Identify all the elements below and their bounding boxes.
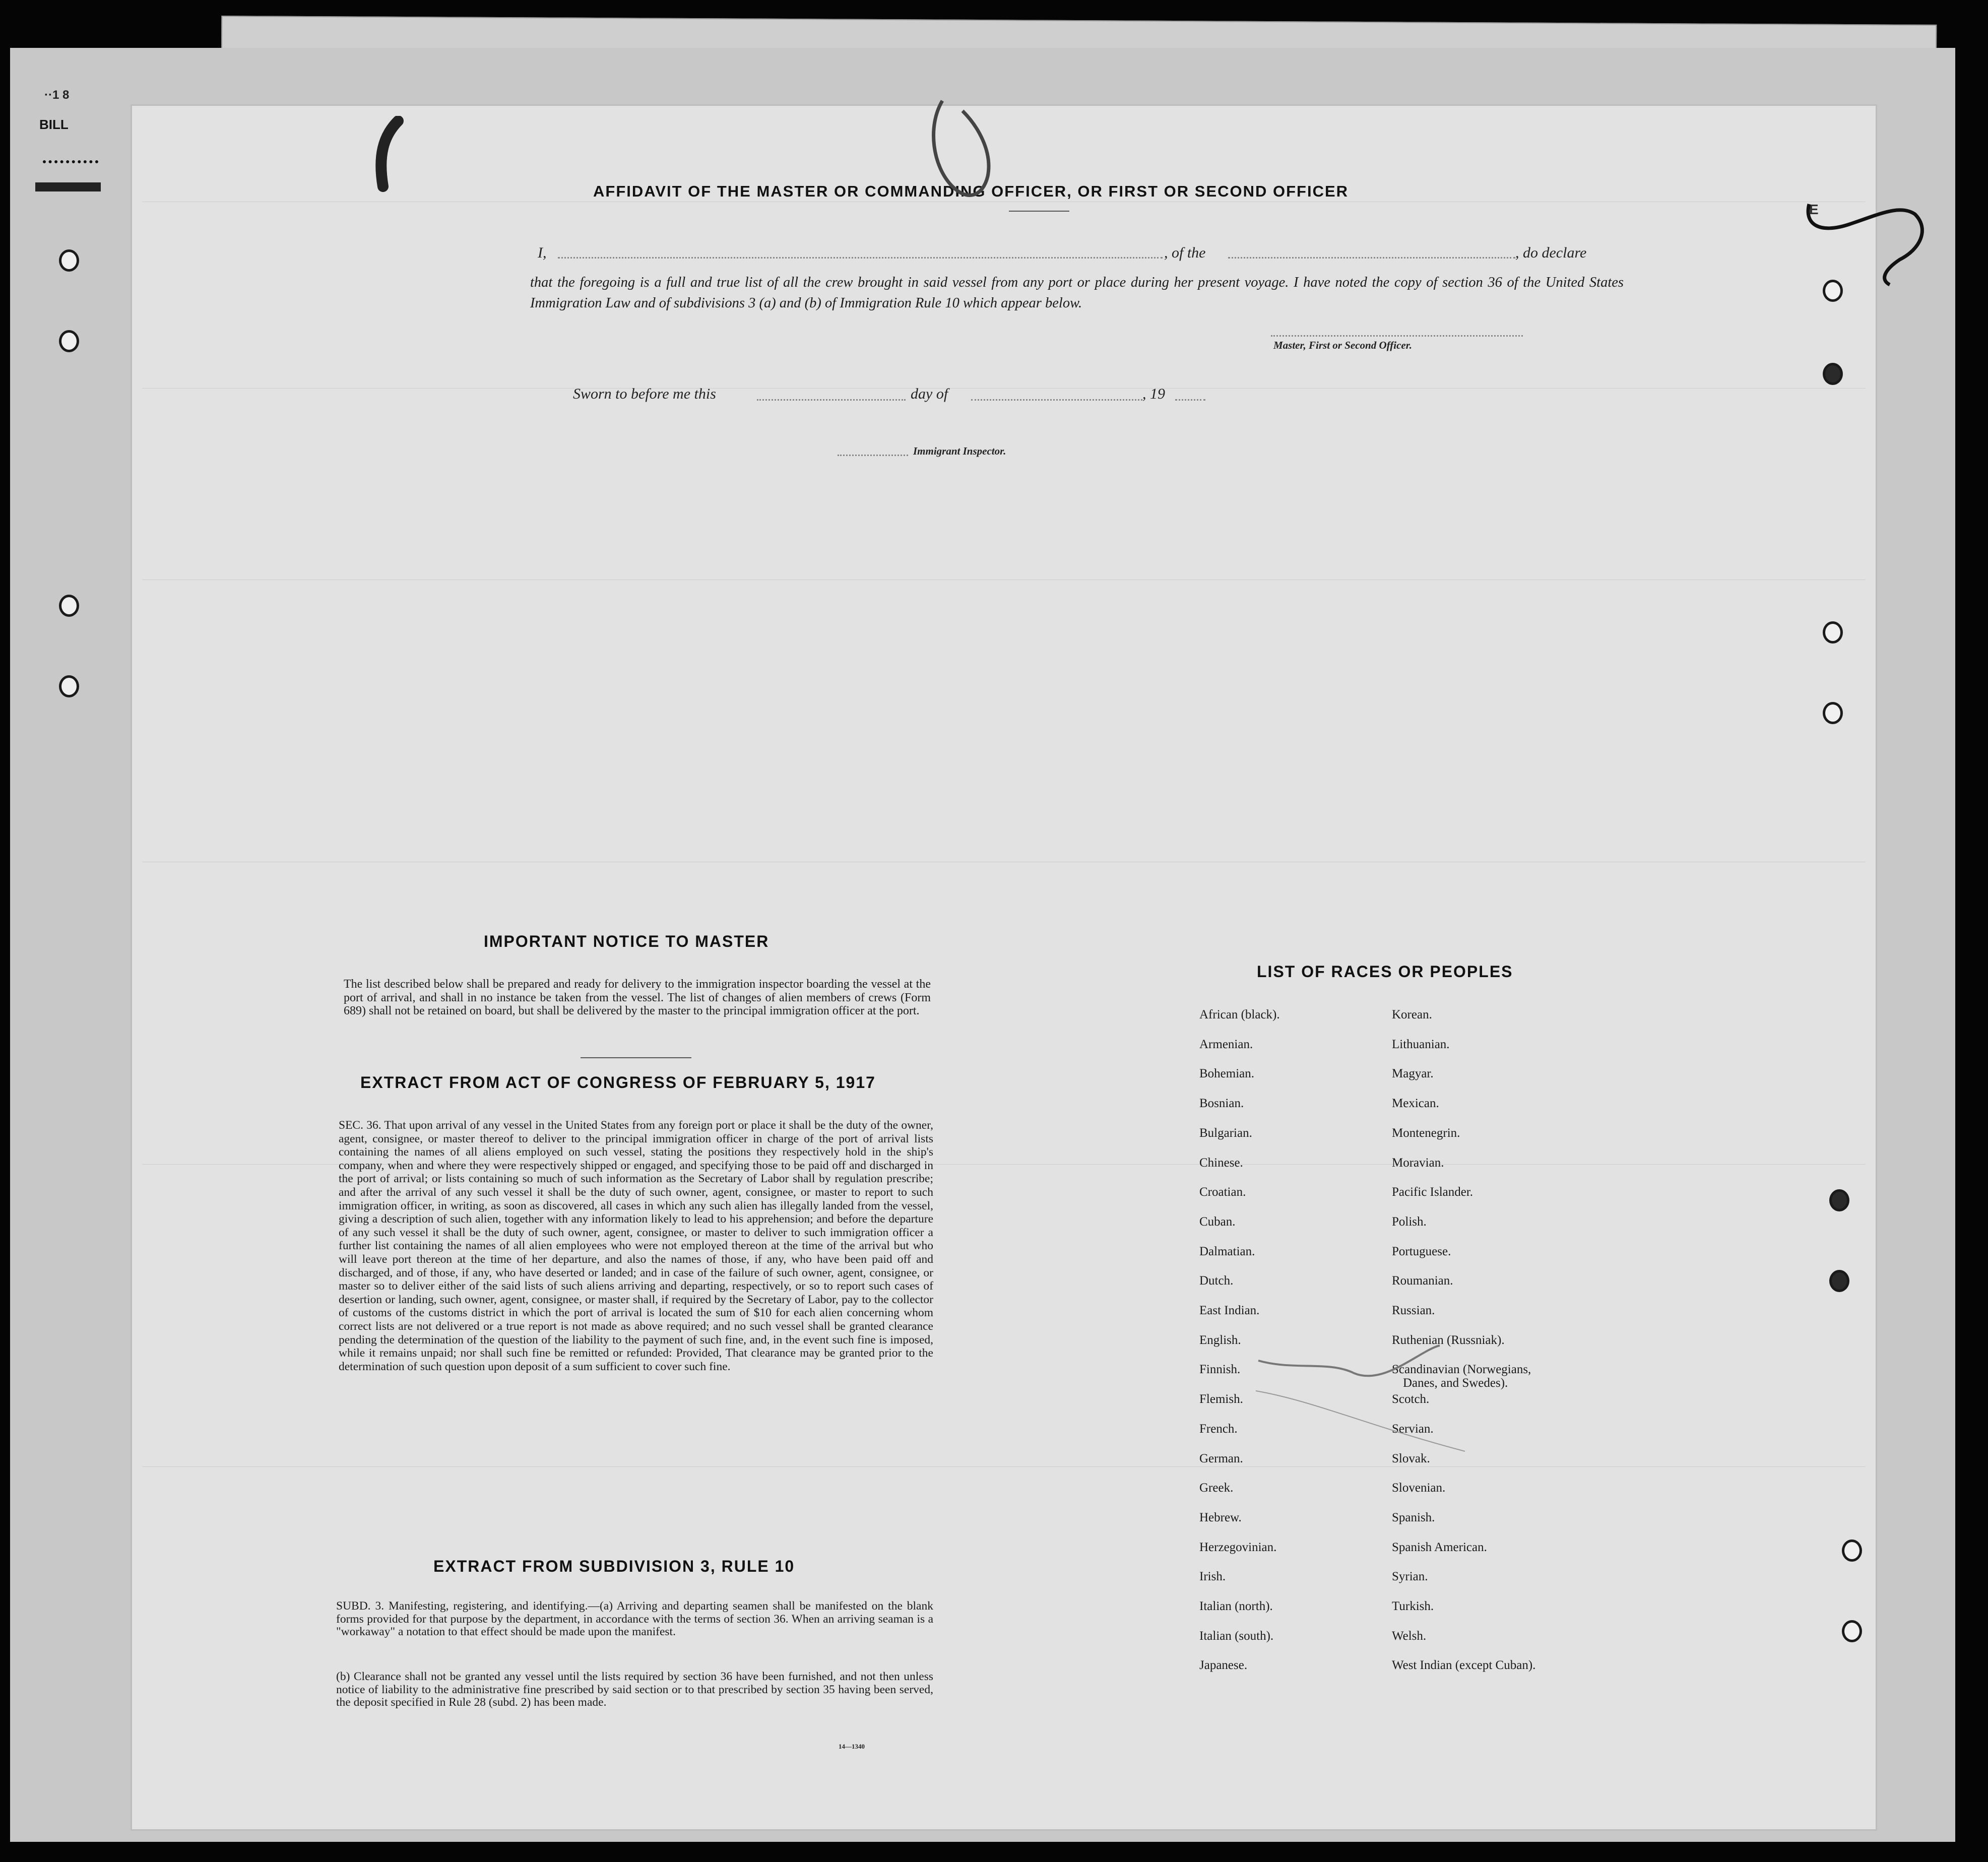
punch-hole-right-4: [1823, 702, 1843, 724]
race-item: Bulgarian.: [1199, 1126, 1252, 1140]
race-item: Spanish American.: [1392, 1540, 1487, 1554]
punch-hole-left-4: [59, 675, 79, 697]
vessel-name-field[interactable]: [1228, 257, 1515, 259]
affidavit-title-rule: [1009, 211, 1069, 212]
race-item: Bosnian.: [1199, 1097, 1244, 1111]
signature-line[interactable]: [1271, 335, 1523, 337]
race-item: Italian (south).: [1199, 1629, 1274, 1643]
race-item: Servian.: [1392, 1422, 1434, 1436]
punch-hole-left-3: [59, 595, 79, 617]
race-item: Welsh.: [1392, 1629, 1427, 1643]
race-item: Portuguese.: [1392, 1244, 1451, 1258]
race-item: Dutch.: [1199, 1274, 1234, 1288]
race-item: Japanese.: [1199, 1658, 1248, 1673]
race-item: Irish.: [1199, 1570, 1226, 1584]
declarant-name-field[interactable]: [558, 257, 1163, 259]
form-number: 14—1340: [839, 1743, 865, 1750]
rule-extract-title: EXTRACT FROM SUBDIVISION 3, RULE 10: [433, 1557, 795, 1575]
race-scandinavian-continuation: Danes, and Swedes).: [1403, 1376, 1508, 1390]
race-item: Scandinavian (Norwegians,: [1392, 1363, 1531, 1377]
corner-pen-mark: [1799, 194, 1940, 290]
race-item: Slovak.: [1392, 1451, 1430, 1465]
race-item: Russian.: [1392, 1304, 1435, 1317]
punch-hole-right-1: [1823, 280, 1843, 302]
race-item: Finnish.: [1199, 1363, 1241, 1377]
race-item: English.: [1199, 1333, 1241, 1347]
top-ink-blot: [368, 116, 413, 197]
race-item: Greek.: [1199, 1481, 1234, 1495]
race-item: Slovenian.: [1392, 1481, 1446, 1495]
margin-mark-bill: BILL: [39, 117, 69, 132]
margin-mark-top: ··1 8: [44, 88, 70, 102]
declaration-of-the: , of the: [1164, 244, 1206, 261]
race-item: Bohemian.: [1199, 1067, 1255, 1081]
races-title: LIST OF RACES OR PEOPLES: [1257, 962, 1513, 981]
race-item: Pacific Islander.: [1392, 1185, 1473, 1199]
sworn-day-of: day of: [911, 386, 948, 402]
punch-hole-right-5: [1829, 1189, 1849, 1211]
margin-bar: [35, 182, 101, 191]
race-item: Cuban.: [1199, 1214, 1236, 1229]
affidavit-title: AFFIDAVIT OF THE MASTER OR COMMANDING OFFICER, OR FIRST OR SECOND OFFICER: [593, 182, 1349, 200]
race-item: Magyar.: [1392, 1067, 1434, 1081]
act-extract-body: SEC. 36. That upon arrival of any vessel in the United States from any foreign port or place it shall be the duty of the owner, agent, consignee, or master thereof to deliver to the principal immigration officer in charge of the port of arrival lists containing the names of all aliens employed on such vessel, stating the positions they respectively hold in the ship's company, when and where they were respectively shipped or engaged, and specifying those to be paid off and discharged in the port of arrival; or lists containing so much of such information as the Secretary of Labor shall by regulation prescribe; and after the arrival of any such vessel it shall be the duty of such owner, agent, consignee, or master to report to such immigration officer, in writing, as soon as discovered, all cases in which any such alien has illegally landed from the vessel, giving a description of such alien, together with any information likely to lead to his apprehension; and before the departure of any such vessel it shall be the duty of such owner, agent, consignee, or master to deliver to such immigration officer a further list containing the names of all alien employees who were not employed thereon at the time of the arrival but who will leave port thereon at the time of her departure, and also the names of those, if any, who have been paid off and discharged, and of those, if any, who have deserted or landed; and in case of the failure of such owner, agent, consignee, or master so to deliver either of the said lists of such aliens arriving and departing, respectively, or so to report such cases of desertion or landing, such owner, agent, consignee, or master shall, if required by the Secretary of Labor, pay to the collector of customs of the customs district in which the port of arrival is located the sum of $10 for each alien concerning whom correct lists are not delivered or a true report is not made as above required; and no such vessel shall be granted clearance pending the determination of the question of the liability to the payment of such fine, and, in the event such fine is imposed, while it remains unpaid; nor shall such fine be remitted or refunded: Provided, That clearance may be granted prior to the determination of such question upon deposit of a sum sufficient to cover such fine.: [339, 1119, 933, 1373]
sworn-month-field[interactable]: [971, 399, 1142, 401]
race-item: Italian (north).: [1199, 1599, 1273, 1613]
punch-hole-right-8: [1842, 1620, 1862, 1642]
race-item: Chinese.: [1199, 1155, 1243, 1170]
signature-label: Master, First or Second Officer.: [1273, 339, 1412, 351]
pencil-scribble: [1253, 1330, 1480, 1456]
race-item: Armenian.: [1199, 1037, 1253, 1051]
race-item: African (black).: [1199, 1008, 1280, 1021]
sworn-year: , 19: [1142, 386, 1165, 402]
race-item: West Indian (except Cuban).: [1392, 1658, 1536, 1673]
race-item: East Indian.: [1199, 1304, 1260, 1317]
rule-extract-para-b: (b) Clearance shall not be granted any vessel until the lists required by section 36 have been furnished, and not then unless notice of liability to the administrative fine prescribed by said section or to that prescribed by section 35 having been served, the deposit specified in Rule 28 (subd. 2) has been made.: [336, 1670, 933, 1709]
notice-rule: [581, 1057, 691, 1058]
inspector-signature-line[interactable]: [838, 455, 908, 456]
race-item: Korean.: [1392, 1008, 1432, 1021]
race-item: Mexican.: [1392, 1097, 1439, 1111]
race-item: Scotch.: [1392, 1392, 1430, 1406]
affidavit-sheet: [132, 106, 1876, 1829]
race-item: Herzegovinian.: [1199, 1540, 1277, 1554]
punch-hole-left-2: [59, 330, 79, 352]
sworn-year-field[interactable]: [1175, 399, 1205, 401]
punch-hole-right-6: [1829, 1270, 1849, 1292]
rule-extract-para-a: SUBD. 3. Manifesting, registering, and identifying.—(a) Arriving and departing seamen shall be manifested on the blank forms provided for that purpose by the department, in accordance with the terms of section 36. When an arriving seaman is a "workaway" a notation to that effect should be made upon the manifest.: [336, 1599, 933, 1638]
race-item: Flemish.: [1199, 1392, 1243, 1406]
race-item: Turkish.: [1392, 1599, 1434, 1613]
race-item: Lithuanian.: [1392, 1037, 1450, 1051]
race-item: Syrian.: [1392, 1570, 1428, 1584]
declaration-i: I,: [538, 244, 547, 261]
notice-title: IMPORTANT NOTICE TO MASTER: [484, 932, 769, 950]
notice-body: The list described below shall be prepared and ready for delivery to the immigration inspector boarding the vessel at the port of arrival, and shall in no instance be taken from the vessel. The list of changes of alien members of crews (Form 689) shall not be retained on board, but shall be delivered by the master to the principal immigration officer at the port.: [344, 978, 931, 1017]
race-item: Polish.: [1392, 1214, 1427, 1229]
race-item: Moravian.: [1392, 1155, 1444, 1170]
race-item: Montenegrin.: [1392, 1126, 1460, 1140]
inspector-label: Immigrant Inspector.: [913, 445, 1006, 457]
punch-hole-right-2: [1823, 363, 1843, 385]
top-pen-loop: [927, 96, 998, 207]
race-item: Ruthenian (Russniak).: [1392, 1333, 1505, 1347]
corner-mark: E: [1809, 202, 1819, 217]
race-item: Dalmatian.: [1199, 1244, 1255, 1258]
race-item: Croatian.: [1199, 1185, 1246, 1199]
punch-hole-right-7: [1842, 1539, 1862, 1562]
punch-hole-right-3: [1823, 621, 1843, 644]
race-item: French.: [1199, 1422, 1238, 1436]
affidavit-body: that the foregoing is a full and true list of all the crew brought in said vessel from any port or place during her present voyage. I have noted the copy of section 36 of the United States Immigration Law and of subdivisions 3 (a) and (b) of Immigration Rule 10 which appear below.: [530, 275, 1624, 311]
sworn-prefix: Sworn to before me this: [573, 386, 716, 402]
act-extract-title: EXTRACT FROM ACT OF CONGRESS OF FEBRUARY 5, 1917: [360, 1073, 876, 1091]
race-item: Hebrew.: [1199, 1510, 1242, 1524]
margin-perforation: [43, 160, 98, 163]
race-item: German.: [1199, 1451, 1243, 1465]
race-item: Roumanian.: [1392, 1274, 1453, 1288]
declaration-do-declare: , do declare: [1515, 244, 1587, 261]
sworn-date-field[interactable]: [757, 399, 906, 401]
punch-hole-left-1: [59, 249, 79, 272]
race-item: Spanish.: [1392, 1510, 1435, 1524]
